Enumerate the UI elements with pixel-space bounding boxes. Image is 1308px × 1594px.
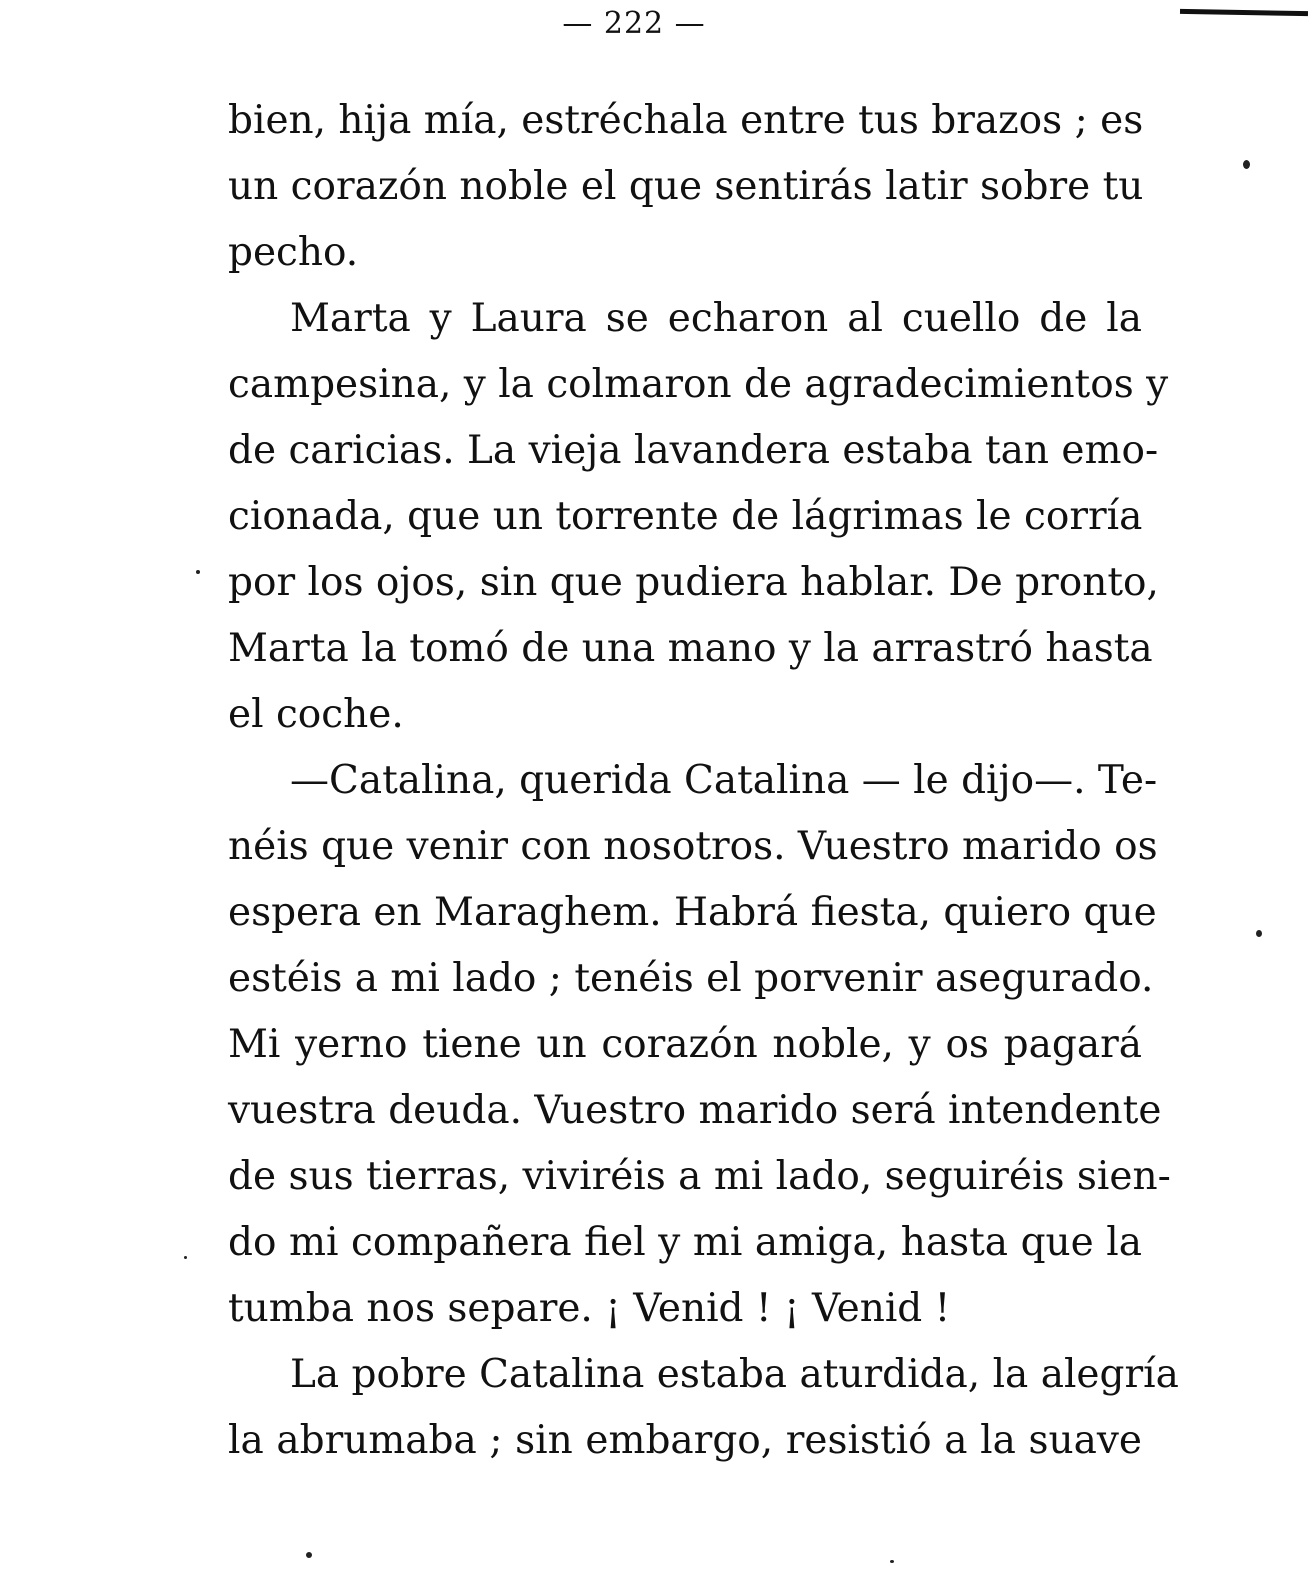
text-line: Marta y Laura se echaron al cuello de la (290, 296, 1142, 341)
text-line: néis que venir con nosotros. Vuestro marido os (228, 824, 1158, 869)
scan-speck (184, 1256, 187, 1259)
scan-speck (196, 570, 200, 574)
text-line: estéis a mi lado ; tenéis el porvenir asegurado. (228, 956, 1154, 1001)
text-line: Mi yerno tiene un corazón noble, y os pagará (228, 1022, 1142, 1067)
page-number: — 222 — (562, 6, 706, 41)
text-line: por los ojos, sin que pudiera hablar. De pronto, (228, 560, 1159, 605)
text-line: campesina, y la colmaron de agradecimientos y (228, 362, 1169, 407)
text-line: espera en Maraghem. Habrá fiesta, quiero que (228, 890, 1157, 935)
scan-speck (1256, 930, 1262, 937)
text-line: el coche. (228, 692, 404, 737)
text-line: vuestra deuda. Vuestro marido será intendente (228, 1088, 1162, 1133)
scan-speck (306, 1552, 312, 1558)
text-line: de sus tierras, viviréis a mi lado, seguiréis sien- (228, 1154, 1171, 1199)
text-line: —Catalina, querida Catalina — le dijo—. Te- (290, 758, 1158, 803)
body-text (228, 88, 1179, 1474)
text-line: pecho. (228, 230, 359, 275)
scan-speck (890, 1560, 894, 1563)
text-line: tumba nos separe. ¡ Venid ! ¡ Venid ! (228, 1286, 951, 1331)
text-line: cionada, que un torrente de lágrimas le corría (228, 494, 1143, 539)
text-line: de caricias. La vieja lavandera estaba tan emo- (228, 428, 1159, 473)
text-line: un corazón noble el que sentirás latir sobre tu (228, 164, 1144, 209)
text-line: La pobre Catalina estaba aturdida, la alegría (290, 1352, 1179, 1397)
text-line: bien, hija mía, estréchala entre tus brazos ; es (228, 98, 1144, 143)
scan-speck (1243, 160, 1250, 169)
text-line: Marta la tomó de una mano y la arrastró hasta (228, 626, 1153, 671)
text-line: la abrumaba ; sin embargo, resistió a la suave (228, 1418, 1142, 1463)
text-line: do mi compañera fiel y mi amiga, hasta que la (228, 1220, 1142, 1265)
